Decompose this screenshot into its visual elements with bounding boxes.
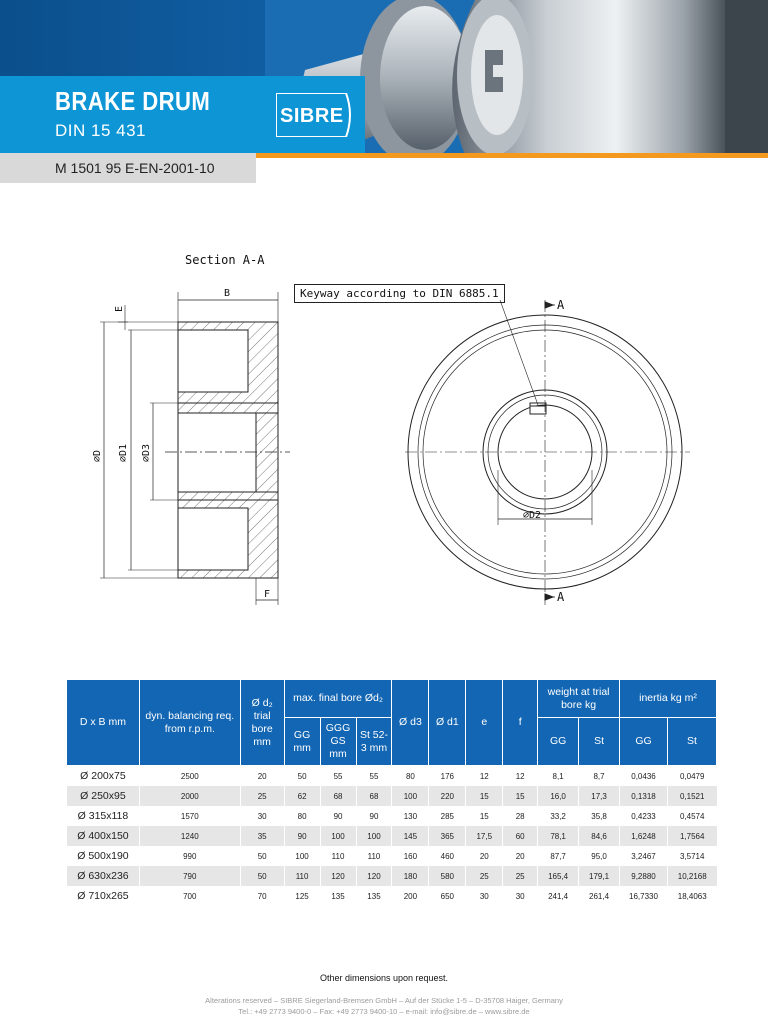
table-cell: 8,7: [579, 766, 620, 787]
table-cell: 20: [503, 846, 538, 866]
table-cell: 17,3: [579, 786, 620, 806]
table-cell: Ø 315x118: [67, 806, 140, 826]
dimensions-table: [66, 679, 717, 906]
table-cell: 10,2168: [667, 866, 716, 886]
keyway-note: Keyway according to DIN 6885.1: [294, 284, 505, 303]
table-cell: 8,1: [538, 766, 579, 787]
table-cell: 20: [240, 766, 284, 787]
table-cell: 50: [284, 766, 320, 787]
table-cell: 460: [429, 846, 466, 866]
col-weight: weight at trial bore kg: [538, 680, 620, 718]
table-cell: 15: [466, 786, 503, 806]
footer-contact: Tel.: +49 2773 9400-0 – Fax: +49 2773 9400-10 – e-mail: info@sibre.de – www.sibre.de: [238, 1007, 530, 1016]
table-cell: 0,4233: [620, 806, 668, 826]
table-cell: 790: [139, 866, 240, 886]
table-cell: 9,2880: [620, 866, 668, 886]
table-cell: 62: [284, 786, 320, 806]
dim-d-label: ∅D: [92, 449, 103, 462]
col-inertia-gg: GG: [620, 718, 668, 766]
table-cell: 30: [466, 886, 503, 906]
table-row: [67, 786, 717, 806]
table-cell: 1570: [139, 806, 240, 826]
table-cell: 110: [284, 866, 320, 886]
table-cell: 0,1521: [667, 786, 716, 806]
section-marker-bottom: A: [557, 590, 565, 604]
col-weight-gg: GG: [538, 718, 579, 766]
table-cell: 35,8: [579, 806, 620, 826]
table-cell: 60: [503, 826, 538, 846]
table-cell: 15: [503, 786, 538, 806]
table-cell: 160: [392, 846, 429, 866]
table-cell: 25: [503, 866, 538, 886]
dim-d1-label: ∅D1: [118, 443, 129, 462]
logo-text: SIBRE: [280, 105, 344, 127]
table-cell: 30: [240, 806, 284, 826]
table-cell: 12: [466, 766, 503, 787]
table-cell: 70: [240, 886, 284, 906]
table-row: [67, 886, 717, 906]
table-cell: 100: [284, 846, 320, 866]
table-cell: 0,4574: [667, 806, 716, 826]
table-cell: 55: [320, 766, 356, 787]
table-cell: 68: [356, 786, 392, 806]
table-cell: 25: [466, 866, 503, 886]
table-cell: 28: [503, 806, 538, 826]
document-number: M 1501 95 E-EN-2001-10: [55, 160, 215, 176]
table-cell: 20: [466, 846, 503, 866]
table-cell: 100: [356, 826, 392, 846]
footer-address: Alterations reserved – SIBRE Siegerland-Bremsen GmbH – Auf der Stücke 1-5 – D-35708 Haiger, Germany: [205, 996, 563, 1005]
technical-drawing: [60, 240, 720, 620]
table-cell: 2000: [139, 786, 240, 806]
table-cell: 12: [503, 766, 538, 787]
table-cell: 100: [320, 826, 356, 846]
section-label: Section A-A: [185, 253, 265, 267]
table-cell: 50: [240, 846, 284, 866]
col-f: f: [503, 680, 538, 766]
table-cell: 220: [429, 786, 466, 806]
col-trial-bore: Ø d₂ trial bore mm: [240, 680, 284, 766]
table-cell: 1,7564: [667, 826, 716, 846]
table-cell: 261,4: [579, 886, 620, 906]
table-cell: 35: [240, 826, 284, 846]
table-cell: 78,1: [538, 826, 579, 846]
table-cell: 3,2467: [620, 846, 668, 866]
table-cell: 130: [392, 806, 429, 826]
table-cell: 25: [240, 786, 284, 806]
col-e: e: [466, 680, 503, 766]
table-cell: 2500: [139, 766, 240, 787]
table-cell: 110: [356, 846, 392, 866]
table-cell: Ø 630x236: [67, 866, 140, 886]
table-cell: Ø 710x265: [67, 886, 140, 906]
table-cell: 200: [392, 886, 429, 906]
table-cell: Ø 200x75: [67, 766, 140, 787]
table-cell: Ø 250x95: [67, 786, 140, 806]
table-cell: 135: [356, 886, 392, 906]
table-cell: 17,5: [466, 826, 503, 846]
table-cell: 16,0: [538, 786, 579, 806]
dim-f-label: F: [264, 589, 271, 600]
col-weight-st: St: [579, 718, 620, 766]
col-gg-mm: GG mm: [284, 718, 320, 766]
table-cell: 30: [503, 886, 538, 906]
table-cell: 50: [240, 866, 284, 886]
table-row: [67, 806, 717, 826]
table-cell: 365: [429, 826, 466, 846]
table-row: [67, 846, 717, 866]
accent-stripe: [256, 153, 768, 158]
col-inertia-st: St: [667, 718, 716, 766]
table-cell: 16,7330: [620, 886, 668, 906]
table-cell: 55: [356, 766, 392, 787]
page-subtitle: DIN 15 431: [55, 121, 146, 140]
table-cell: 80: [284, 806, 320, 826]
table-cell: 179,1: [579, 866, 620, 886]
section-marker-top: A: [557, 298, 565, 312]
table-cell: 145: [392, 826, 429, 846]
page-title: BRAKE DRUM: [55, 86, 211, 116]
table-cell: 990: [139, 846, 240, 866]
table-cell: 120: [320, 866, 356, 886]
table-cell: 18,4063: [667, 886, 716, 906]
table-cell: Ø 500x190: [67, 846, 140, 866]
table-body: [67, 766, 717, 907]
table-cell: 68: [320, 786, 356, 806]
table-cell: 80: [392, 766, 429, 787]
table-cell: 120: [356, 866, 392, 886]
table-cell: 125: [284, 886, 320, 906]
table-cell: 700: [139, 886, 240, 906]
col-inertia: inertia kg m²: [620, 680, 717, 718]
table-cell: 285: [429, 806, 466, 826]
table-cell: 0,0436: [620, 766, 668, 787]
table-cell: 110: [320, 846, 356, 866]
table-cell: 100: [392, 786, 429, 806]
table-cell: 90: [284, 826, 320, 846]
dim-e-label: E: [114, 305, 125, 312]
table-cell: 33,2: [538, 806, 579, 826]
table-cell: 0,1318: [620, 786, 668, 806]
table-cell: 15: [466, 806, 503, 826]
front-view: [405, 300, 690, 605]
col-dyn-balancing: dyn. balancing req. from r.p.m.: [139, 680, 240, 766]
table-cell: 180: [392, 866, 429, 886]
table-cell: Ø 400x150: [67, 826, 140, 846]
dim-d3-label: ∅D3: [141, 443, 152, 462]
table-cell: 87,7: [538, 846, 579, 866]
col-st-mm: St 52-3 mm: [356, 718, 392, 766]
table-cell: 90: [356, 806, 392, 826]
table-cell: 176: [429, 766, 466, 787]
table-cell: 0,0479: [667, 766, 716, 787]
table-cell: 95,0: [579, 846, 620, 866]
col-d1: Ø d1: [429, 680, 466, 766]
table-row: [67, 766, 717, 787]
table-row: [67, 826, 717, 846]
table-cell: 165,4: [538, 866, 579, 886]
table-cell: 1240: [139, 826, 240, 846]
table-cell: 580: [429, 866, 466, 886]
footnote: Other dimensions upon request.: [319, 973, 449, 983]
table-cell: 135: [320, 886, 356, 906]
table-row: [67, 866, 717, 886]
dim-b-label: B: [224, 288, 231, 299]
table-cell: 84,6: [579, 826, 620, 846]
col-d3: Ø d3: [392, 680, 429, 766]
table-cell: 650: [429, 886, 466, 906]
table-cell: 241,4: [538, 886, 579, 906]
dim-d2-label: ∅D2: [523, 510, 542, 521]
table-cell: 3,5714: [667, 846, 716, 866]
table-cell: 1,6248: [620, 826, 668, 846]
table-cell: 90: [320, 806, 356, 826]
col-max-bore: max. final bore Ød₂: [284, 680, 392, 718]
col-dxb: D x B mm: [67, 680, 140, 766]
col-ggg-gs-mm: GGG GS mm: [320, 718, 356, 766]
